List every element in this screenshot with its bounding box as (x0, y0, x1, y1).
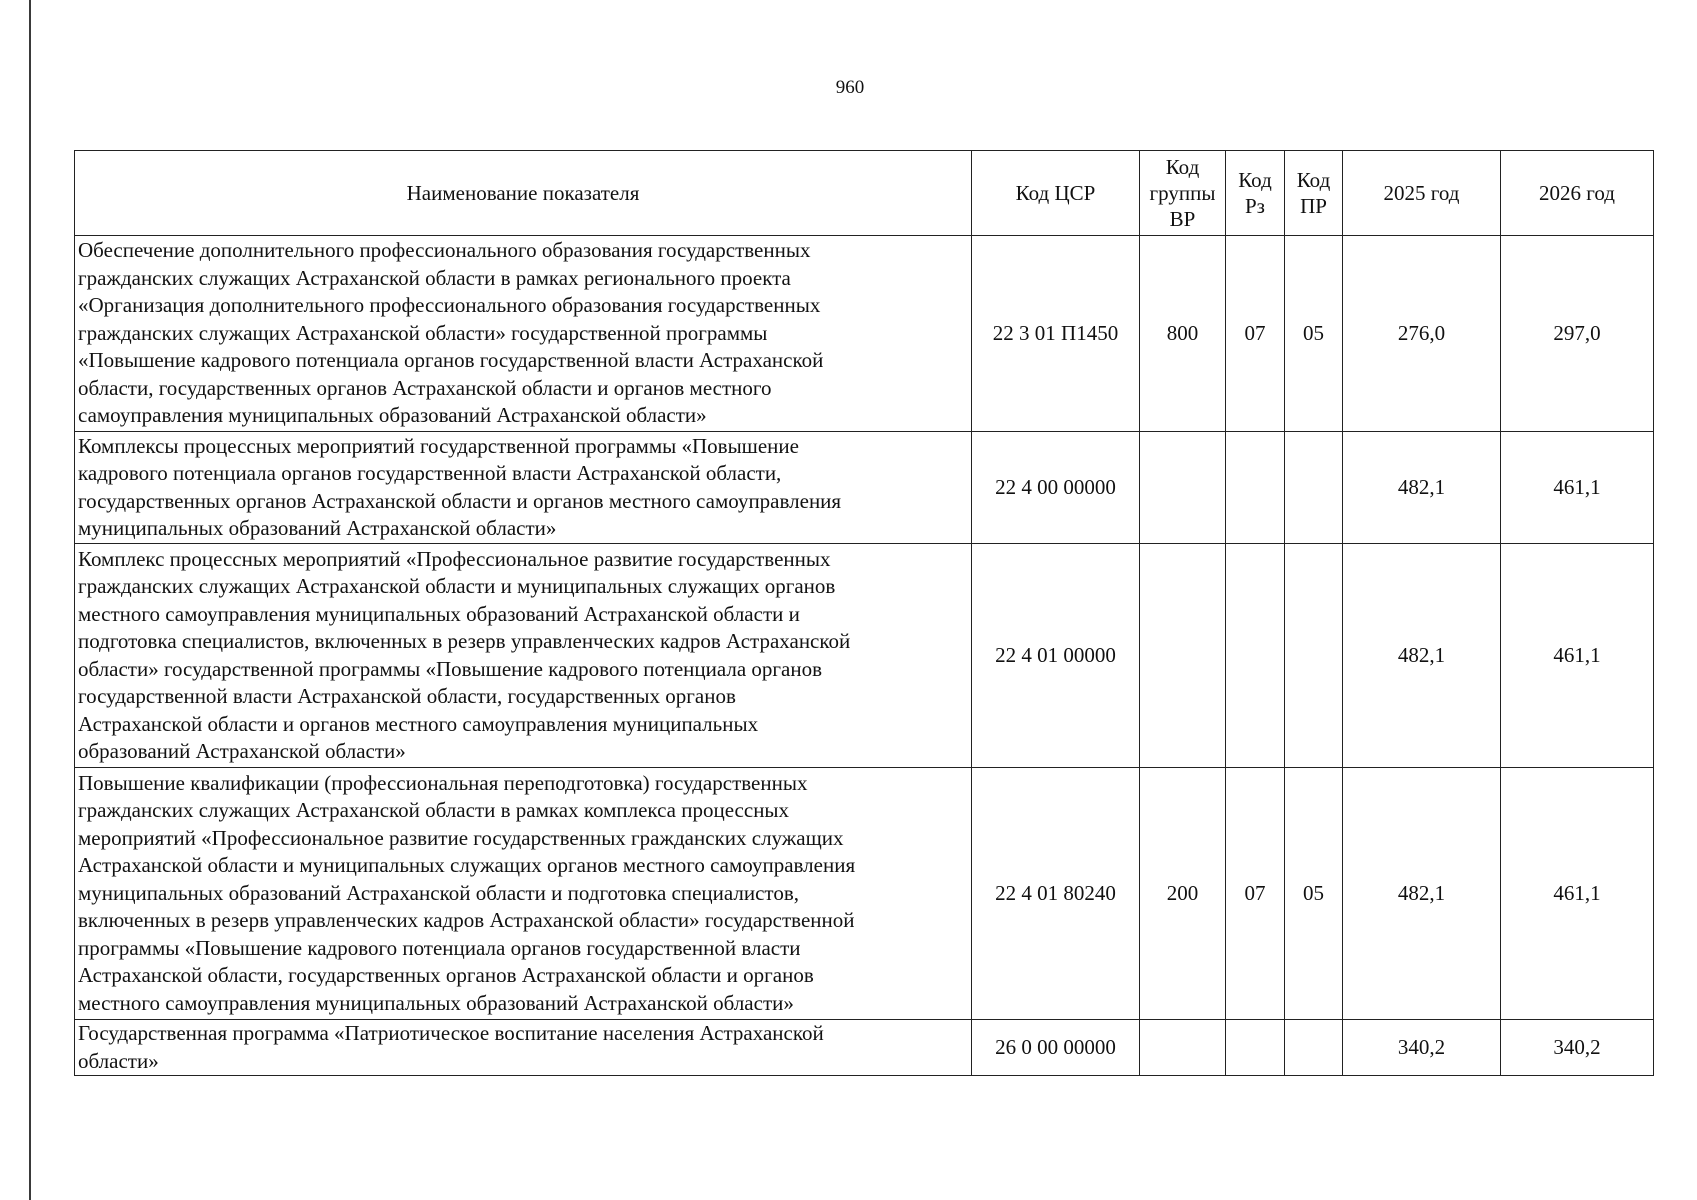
csr-code-cell: 22 4 01 80240 (972, 768, 1140, 1020)
pr-code-cell (1285, 1020, 1343, 1076)
vr-code-cell: 200 (1140, 768, 1226, 1020)
value-2026-cell: 297,0 (1501, 236, 1654, 432)
table-row (75, 544, 1654, 768)
table-row (75, 1020, 1654, 1076)
binding-margin-line (29, 0, 31, 1200)
indicator-name-cell (75, 432, 972, 544)
header-rz-code: Код Рз (1226, 151, 1285, 236)
value-2026-cell: 461,1 (1501, 432, 1654, 544)
header-pr-code: Код ПР (1285, 151, 1343, 236)
value-2025-cell: 482,1 (1343, 768, 1501, 1020)
table-row (75, 236, 1654, 432)
budget-table (74, 150, 1654, 1076)
vr-code-cell (1140, 544, 1226, 768)
table-header-row (75, 151, 1654, 236)
pr-code-cell (1285, 432, 1343, 544)
value-2026-cell: 461,1 (1501, 544, 1654, 768)
header-csr-code: Код ЦСР (972, 151, 1140, 236)
value-2025-cell: 482,1 (1343, 432, 1501, 544)
indicator-name-cell (75, 236, 972, 432)
indicator-name: Государственная программа «Патриотическое воспитание населения Астраханской области» (78, 1021, 824, 1073)
indicator-name: Обеспечение дополнительного профессионального образования государственных гражданских служащих Астраханской области в рамках регионального проекта «Организация дополнительного профессионального образования государственных гражданских служащих Астраханской области» государственной программы «Повышение кадрового потенциала органов государственной власти Астраханской области, государственных органов Астраханской области и органов местного самоуправления муниципальных образований Астраханской области» (78, 238, 824, 428)
indicator-name: Комплексы процессных мероприятий государственной программы «Повышение кадрового потенциала органов государственной власти Астраханской области, государственных органов Астраханской области и органов местного самоуправления муниципальных образований Астраханской области» (78, 433, 842, 540)
value-2025-cell: 482,1 (1343, 544, 1501, 768)
rz-code-cell: 07 (1226, 768, 1285, 1020)
csr-code-cell: 26 0 00 00000 (972, 1020, 1140, 1076)
pr-code-cell: 05 (1285, 768, 1343, 1020)
pr-code-cell: 05 (1285, 236, 1343, 432)
vr-code-cell: 800 (1140, 236, 1226, 432)
page-number: 960 (835, 77, 865, 98)
table-row (75, 432, 1654, 544)
indicator-name-cell (75, 544, 972, 768)
indicator-name: Повышение квалификации (профессиональная переподготовка) государственных гражданских служащих Астраханской области в рамках комплекса процессных мероприятий «Профессиональное развитие государственных гражданских служащих Астраханской области и муниципальных служащих органов местного самоуправления муниципальных образований Астраханской области и подготовка специалистов, включенных в резерв управленческих кадров Астраханской области» государственной программы «Повышение кадрового потенциала органов государственной власти Астраханской области, государственных органов Астраханской области и органов местного самоуправления муниципальных образований Астраханской области» (78, 770, 856, 1015)
header-indicator-name: Наименование показателя (75, 151, 972, 236)
rz-code-cell (1226, 1020, 1285, 1076)
csr-code-cell: 22 4 01 00000 (972, 544, 1140, 768)
indicator-name-cell (75, 1020, 972, 1076)
rz-code-cell: 07 (1226, 236, 1285, 432)
header-year-2025: 2025 год (1343, 151, 1501, 236)
vr-code-cell (1140, 432, 1226, 544)
pr-code-cell (1285, 544, 1343, 768)
value-2026-cell: 461,1 (1501, 768, 1654, 1020)
indicator-name: Комплекс процессных мероприятий «Профессиональное развитие государственных гражданских служащих Астраханской области и муниципальных служащих органов местного самоуправления муниципальных образований Астраханской области и подготовка специалистов, включенных в резерв управленческих кадров Астраханской области» государственной программы «Повышение кадрового потенциала органов государственной власти Астраханской области, государственных органов Астраханской области и органов местного самоуправления муниципальных образований Астраханской области» (78, 546, 851, 763)
rz-code-cell (1226, 544, 1285, 768)
rz-code-cell (1226, 432, 1285, 544)
header-vr-code: Код группы ВР (1140, 151, 1226, 236)
value-2025-cell: 340,2 (1343, 1020, 1501, 1076)
csr-code-cell: 22 3 01 П1450 (972, 236, 1140, 432)
table-row (75, 768, 1654, 1020)
vr-code-cell (1140, 1020, 1226, 1076)
indicator-name-cell (75, 768, 972, 1020)
header-year-2026: 2026 год (1501, 151, 1654, 236)
value-2026-cell: 340,2 (1501, 1020, 1654, 1076)
csr-code-cell: 22 4 00 00000 (972, 432, 1140, 544)
value-2025-cell: 276,0 (1343, 236, 1501, 432)
